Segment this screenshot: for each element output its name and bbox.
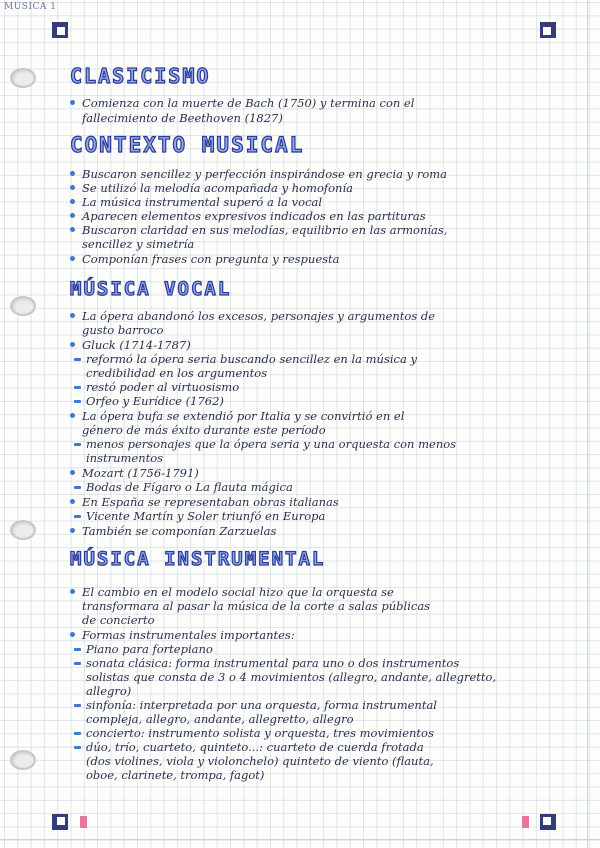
text-line: reformó la ópera seria buscando sencillez en la música y: [86, 352, 417, 366]
text-line: transformara al pasar la música de la corte a salas públicas: [82, 599, 431, 613]
binder-hole: [10, 520, 36, 540]
text-line: También se componían Zarzuelas: [82, 524, 277, 538]
binder-hole: [10, 296, 36, 316]
text-line: Vicente Martín y Soler triunfó en Europa: [86, 509, 326, 523]
bullet-icon: [70, 589, 75, 594]
text-line: La ópera bufa se extendió por Italia y se convirtió en el: [82, 409, 405, 423]
text-line: concierto: instrumento solista y orquesta, tres movimientos: [86, 726, 434, 740]
page-tab: [522, 816, 529, 828]
dash-icon: [74, 386, 81, 389]
text-line: instrumentos: [86, 451, 164, 465]
bullet-icon: [70, 632, 75, 637]
text-line: (dos violines, viola y violonchelo) quinteto de viento (flauta,: [86, 754, 434, 768]
dash-icon: [74, 704, 81, 707]
page-border-bottom: [0, 839, 600, 840]
dash-icon: [74, 732, 81, 735]
text-line: solistas que consta de 3 o 4 movimientos (allegro, andante, allegretto,: [86, 670, 497, 684]
binder-hole: [10, 750, 36, 770]
dash-icon: [74, 662, 81, 665]
bullet-icon: [70, 213, 75, 218]
text-line: Aparecen elementos expresivos indicados en las partituras: [82, 209, 426, 223]
text-line: La ópera abandonó los excesos, personajes y argumentos de: [82, 309, 436, 323]
bullet-icon: [70, 256, 75, 261]
dash-icon: [74, 358, 81, 361]
text-line: gusto barroco: [82, 323, 164, 337]
text-line: menos personajes que la ópera seria y una orquesta con menos: [86, 437, 457, 451]
bullet-icon: [70, 499, 75, 504]
text-line: oboe, clarinete, trompa, fagot): [86, 768, 265, 782]
bullet-icon: [70, 100, 75, 105]
bullet-icon: [70, 470, 75, 475]
text-line: Gluck (1714-1787): [82, 338, 191, 352]
text-line: fallecimiento de Beethoven (1827): [82, 111, 283, 125]
text-line: En España se representaban obras italianas: [82, 495, 339, 509]
section-heading-musica-vocal: MÚSICA VOCAL: [70, 278, 232, 300]
text-line: Piano para fortepiano: [86, 642, 213, 656]
text-line: Bodas de Fígaro o La flauta mágica: [86, 480, 293, 494]
text-line: sinfonía: interpretada por una orquesta, forma instrumental: [86, 698, 437, 712]
text-line: Comienza con la muerte de Bach (1750) y termina con el: [82, 96, 415, 110]
bullet-icon: [70, 171, 75, 176]
bullet-icon: [70, 342, 75, 347]
text-line: Buscaron claridad en sus melodías, equilibrio en las armonías,: [82, 223, 448, 237]
text-line: compleja, allegro, andante, allegretto, allegro: [86, 712, 354, 726]
text-line: El cambio en el modelo social hizo que la orquesta se: [82, 585, 394, 599]
dash-icon: [74, 486, 81, 489]
corner-mark-top-left: [52, 22, 68, 38]
text-line: sencillez y simetría: [82, 237, 195, 251]
page-tab: [80, 816, 87, 828]
bullet-icon: [70, 413, 75, 418]
corner-mark-top-right: [540, 22, 556, 38]
text-line: dúo, trío, cuarteto, quinteto...: cuarteto de cuerda frotada: [86, 740, 424, 754]
text-line: Mozart (1756-1791): [82, 466, 199, 480]
binder-hole: [10, 68, 36, 88]
text-line: allegro): [86, 684, 132, 698]
text-line: género de más éxito durante este período: [82, 423, 326, 437]
section-heading-clasicismo: CLASICISMO: [70, 64, 211, 88]
text-line: Formas instrumentales importantes:: [82, 628, 295, 642]
section-heading-musica-instrumental: MÚSICA INSTRUMENTAL: [70, 548, 326, 570]
text-line: de concierto: [82, 613, 155, 627]
bullet-icon: [70, 313, 75, 318]
page-border-right: [587, 0, 588, 848]
bullet-icon: [70, 227, 75, 232]
text-line: Se utilizó la melodía acompañada y homofonía: [82, 181, 354, 195]
dash-icon: [74, 648, 81, 651]
corner-mark-bottom-left: [52, 814, 68, 830]
text-line: restó poder al virtuosismo: [86, 380, 240, 394]
text-line: Orfeo y Eurídice (1762): [86, 394, 224, 408]
bullet-icon: [70, 528, 75, 533]
dash-icon: [74, 443, 81, 446]
text-line: Buscaron sencillez y perfección inspirándose en grecia y roma: [82, 167, 448, 181]
corner-mark-bottom-right: [540, 814, 556, 830]
text-line: Componían frases con pregunta y respuesta: [82, 252, 340, 266]
text-line: La música instrumental superó a la vocal: [82, 195, 323, 209]
bullet-icon: [70, 199, 75, 204]
dash-icon: [74, 746, 81, 749]
dash-icon: [74, 400, 81, 403]
text-line: sonata clásica: forma instrumental para uno o dos instrumentos: [86, 656, 460, 670]
section-heading-contexto-musical: CONTEXTO MUSICAL: [70, 133, 305, 157]
text-line: credibilidad en los argumentos: [86, 366, 268, 380]
page-header: MUSICA 1: [4, 2, 57, 12]
dash-icon: [74, 515, 81, 518]
bullet-icon: [70, 185, 75, 190]
